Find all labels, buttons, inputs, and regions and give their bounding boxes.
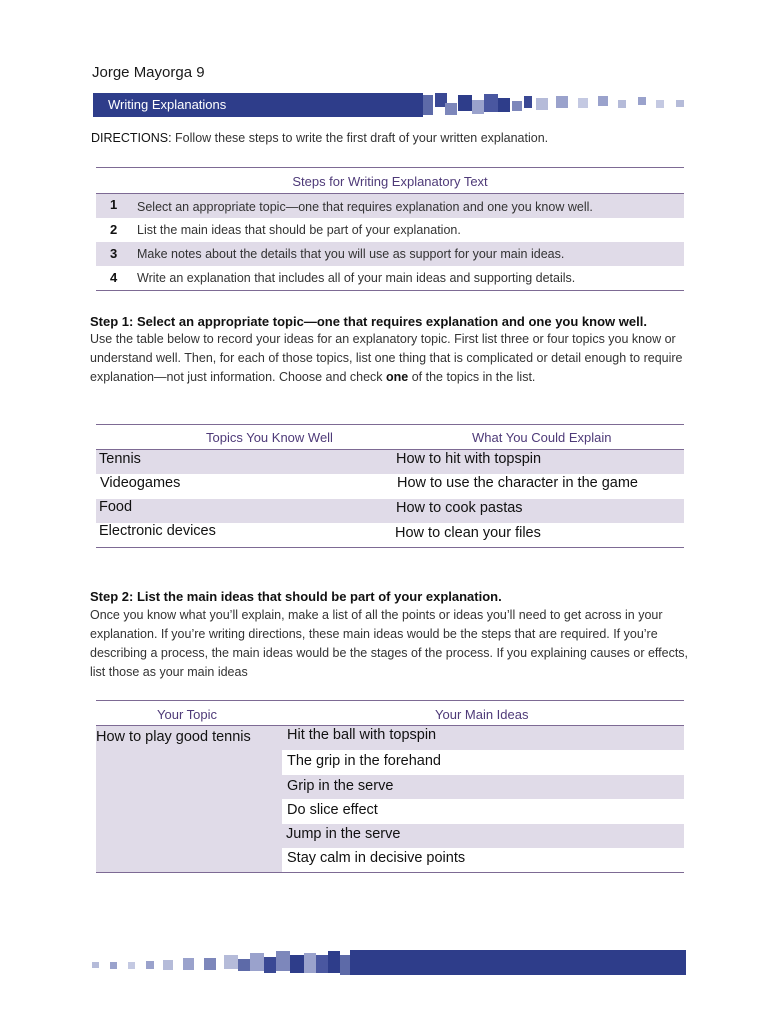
- directions: [91, 131, 548, 145]
- student-name: Jorge Mayorga 9: [92, 64, 205, 81]
- idea-cell: Do slice effect: [287, 802, 378, 818]
- rule: [96, 547, 684, 548]
- directions-label: DIRECTIONS:: [91, 131, 172, 145]
- explain-cell: How to use the character in the game: [397, 475, 638, 491]
- rule: [96, 290, 684, 291]
- idea-cell: Hit the ball with topspin: [287, 727, 437, 743]
- step-number: 2: [110, 222, 118, 237]
- topic-cell: How to play good tennis: [96, 729, 251, 745]
- rule: [96, 700, 684, 701]
- idea-cell: The grip in the forehand: [287, 753, 441, 769]
- step2-heading: Step 2: List the main ideas that should be part of your explanation.: [90, 589, 502, 604]
- step-text: List the main ideas that should be part of your explanation.: [137, 223, 461, 237]
- table-row: [96, 499, 684, 523]
- step-number: 4: [110, 270, 118, 285]
- step-number: 3: [110, 246, 118, 261]
- step-text: Make notes about the details that you will use as support for your main ideas.: [137, 247, 565, 261]
- ideas-col2-header: Your Main Ideas: [435, 707, 529, 722]
- idea-cell: Jump in the serve: [286, 826, 401, 842]
- table-row: [96, 450, 684, 474]
- step-text: Write an explanation that includes all of your main ideas and supporting details.: [137, 271, 576, 285]
- idea-cell: Grip in the serve: [287, 778, 394, 794]
- step1-para-bold: one: [386, 370, 409, 384]
- idea-cell: Stay calm in decisive points: [287, 850, 466, 866]
- rule: [96, 424, 684, 425]
- explain-cell: How to cook pastas: [396, 500, 523, 516]
- step1-para-a: Use the table below to record your ideas for an explanatory topic. First list three or four topics you know or understand well. Then, for each of those topics, list one thing that is complicated or detail enough to require explanation—not just information. Choose and check: [90, 332, 683, 384]
- step1-paragraph: [90, 330, 690, 387]
- topic-cell: Tennis: [99, 451, 141, 467]
- topics-col2-header: What You Could Explain: [472, 430, 612, 445]
- banner-title: Writing Explanations: [108, 97, 227, 112]
- topic-cell: Food: [99, 499, 133, 515]
- topic-cell: Electronic devices: [99, 523, 216, 539]
- explain-cell: How to clean your files: [395, 525, 541, 541]
- steps-table-title: Steps for Writing Explanatory Text: [292, 174, 488, 189]
- step-number: 1: [110, 197, 118, 212]
- step1-para-b: of the topics in the list.: [408, 370, 536, 384]
- rule: [96, 872, 684, 873]
- directions-text: Follow these steps to write the first draft of your written explanation.: [175, 131, 549, 145]
- rule: [96, 167, 684, 168]
- ideas-col1-header: Your Topic: [157, 707, 217, 722]
- footer-bar: [350, 950, 686, 975]
- step1-heading: Step 1: Select an appropriate topic—one that requires explanation and one you know well.: [90, 314, 647, 329]
- topics-col1-header: Topics You Know Well: [206, 430, 333, 445]
- step2-paragraph: Once you know what you’ll explain, make a list of all the points or ideas you’ll need to get across in your explanation. If you’re writing directions, these main ideas would be the steps that are required. If you’re describing a process, the main ideas would be the stages of the process. If you explaining causes or effects, list those as your main ideas: [90, 608, 689, 679]
- topic-cell: Videogames: [100, 475, 181, 491]
- topic-cell-background: [96, 726, 282, 872]
- step-text: Select an appropriate topic—one that requires explanation and one you know well.: [137, 200, 593, 214]
- explain-cell: How to hit with topspin: [396, 451, 542, 467]
